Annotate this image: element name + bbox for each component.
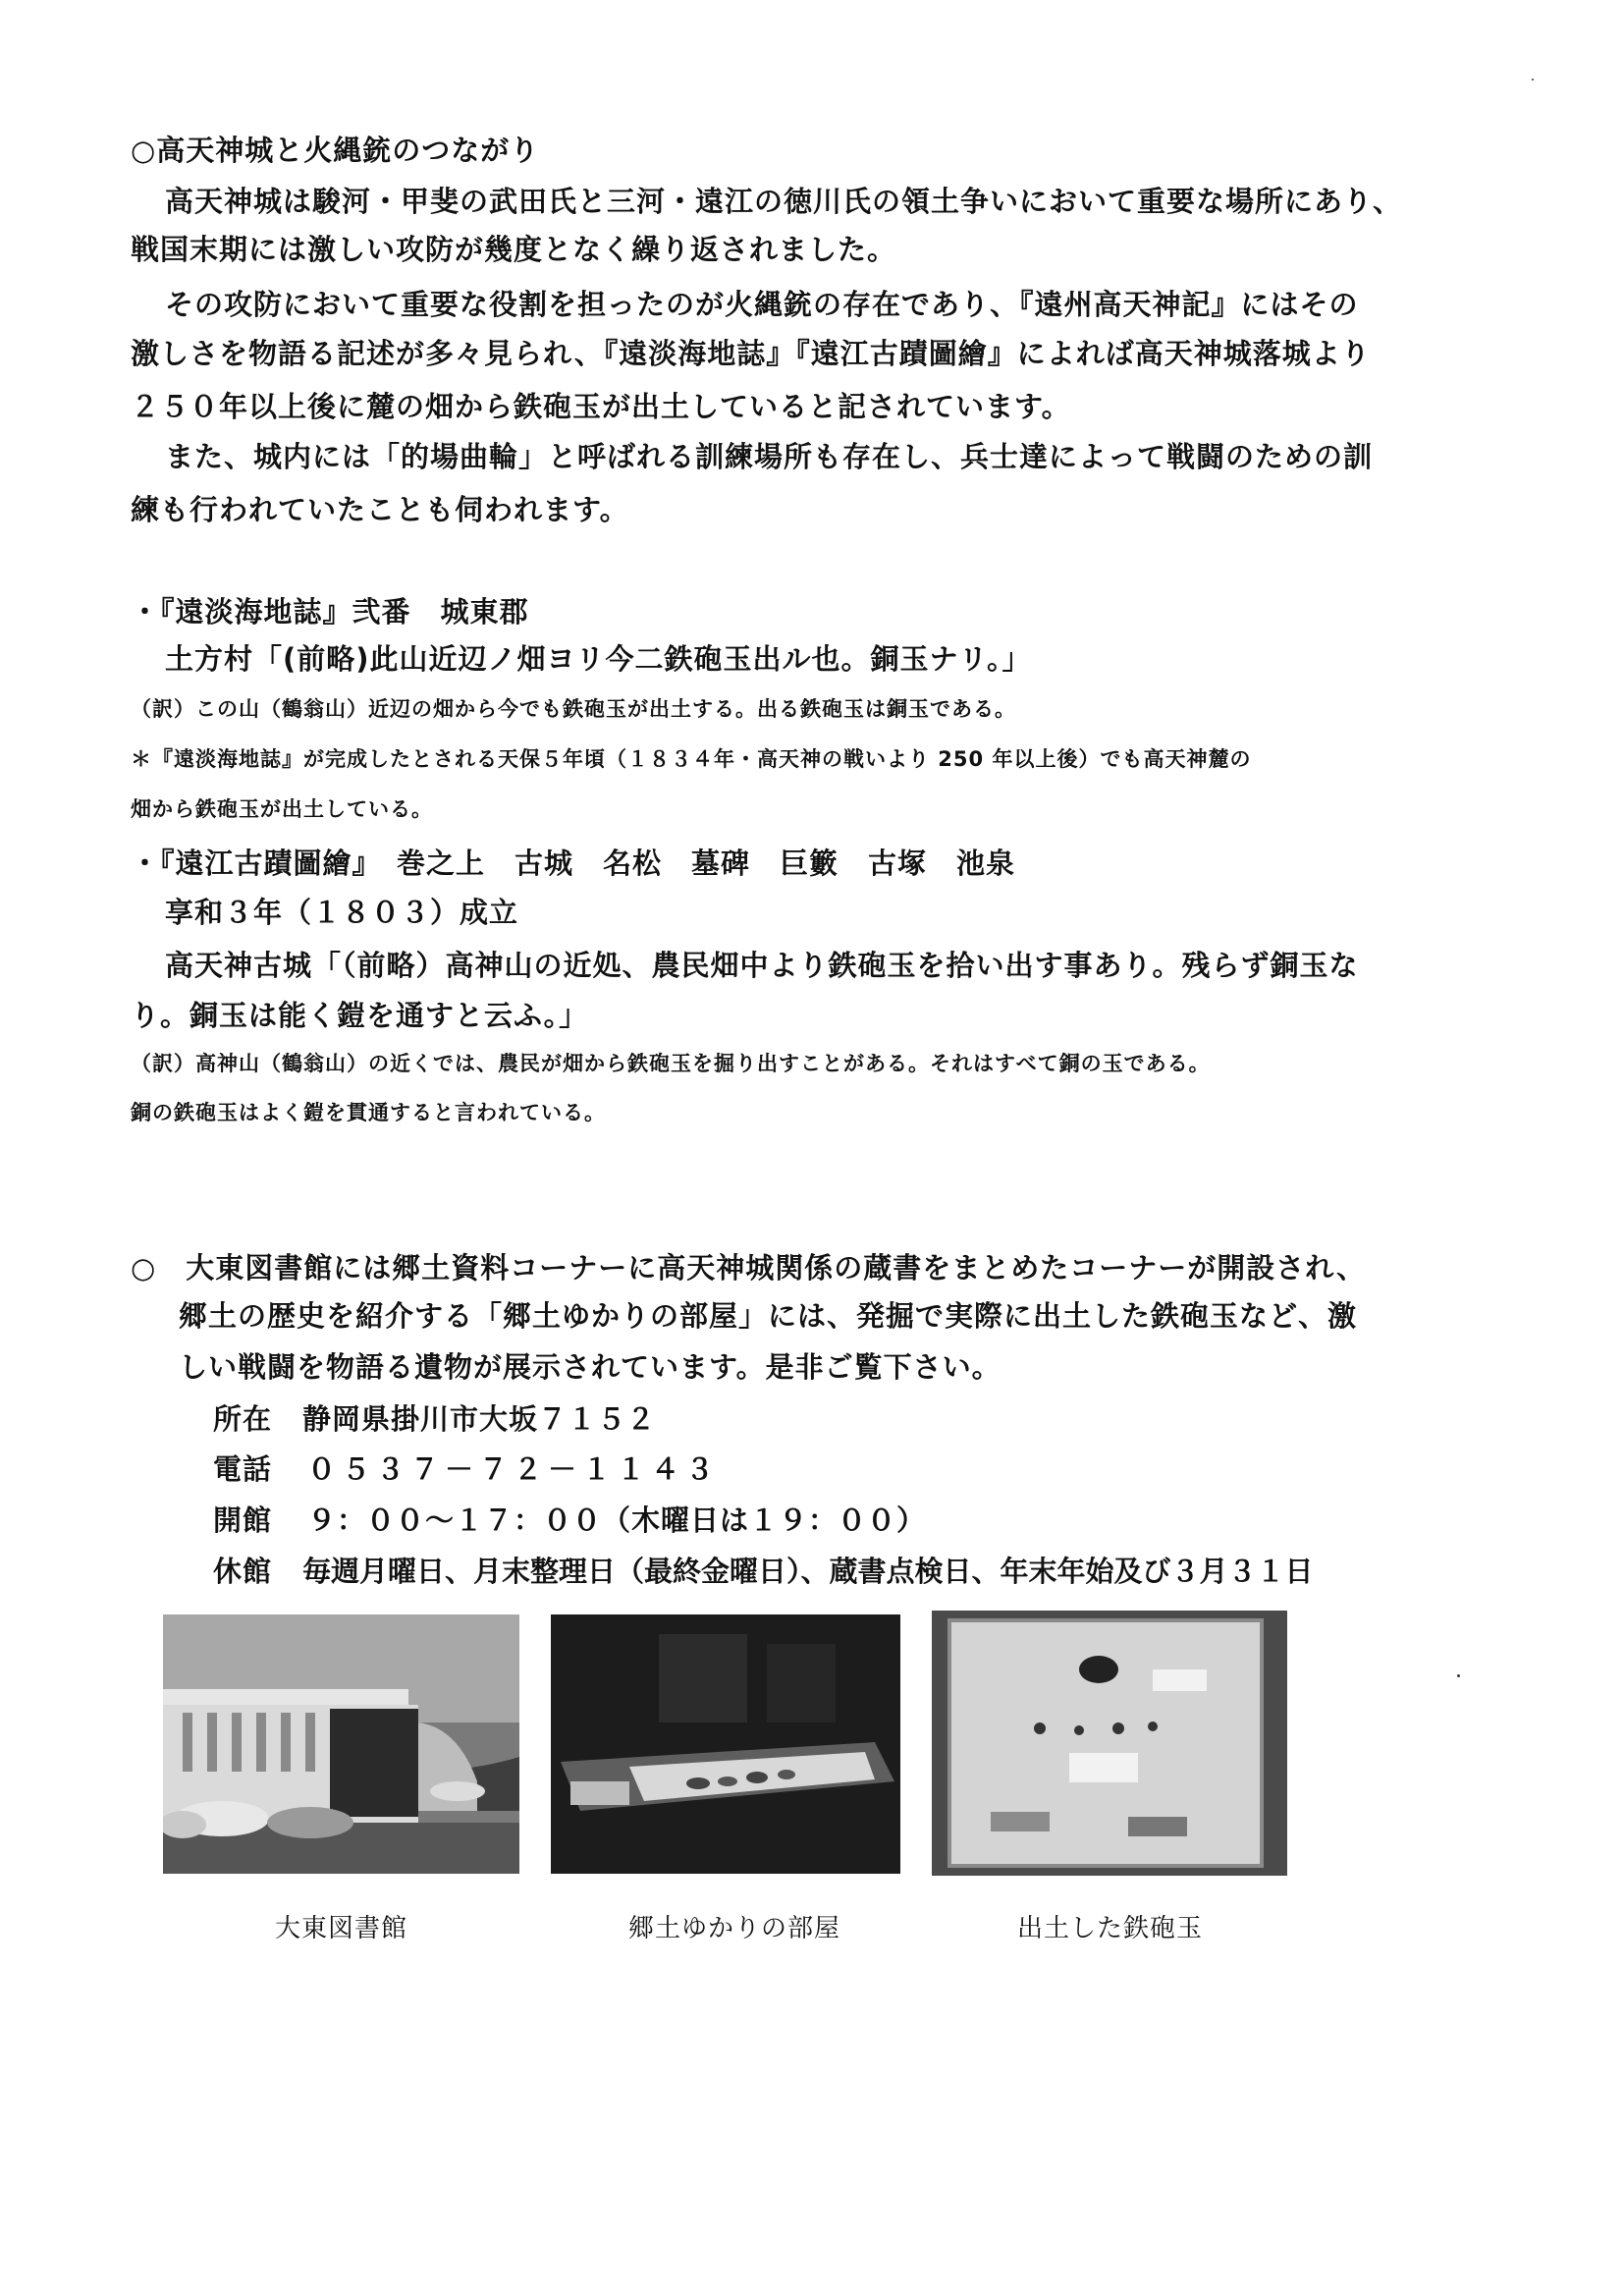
translation-text: 銅の鉄砲玉はよく鎧を貫通すると言われている。 [131, 1101, 606, 1124]
library-building-image [163, 1614, 519, 1874]
photo-caption: 郷土ゆかりの部屋 [628, 1914, 841, 1943]
note-text: ＊『遠淡海地誌』が完成したとされる天保５年頃（１８３４年・高天神の戦いより 250 年以上後）でも高天神麓の [131, 747, 1252, 771]
source-title: ・『遠淡海地誌』弐番 城東郡 [131, 595, 529, 629]
library-intro: 郷土の歴史を紹介する「郷土ゆかりの部屋」には、発掘で実際に出土した鉄砲玉など、激 [179, 1299, 1358, 1333]
info-value-phone: ０５３７－７２－１１４３ [307, 1452, 721, 1486]
heritage-room-photo [551, 1614, 900, 1874]
library-intro: しい戦闘を物語る遺物が展示されています。是非ご覧下さい。 [179, 1350, 1001, 1384]
library-intro: ○ 大東図書館には郷土資料コーナーに高天神城関係の蔵書をまとめたコーナーが開設され、 [131, 1251, 1367, 1285]
info-value-closed: 毎週月曜日、月末整理日（最終金曜日）、蔵書点検日、年末年始及び３月３１日 [302, 1555, 1314, 1588]
heritage-room-image [551, 1614, 900, 1874]
translation-text: （訳）この山（鶴翁山）近辺の畑から今でも鉄砲玉が出土する。出る鉄砲玉は銅玉である。 [131, 697, 1016, 721]
info-value-hours: ９：００～１７：００（木曜日は１９：００） [307, 1503, 927, 1537]
paragraph-line: その攻防において重要な役割を担ったのが火縄銃の存在であり、『遠州高天神記』にはその [165, 288, 1359, 321]
source-title: ・『遠江古蹟圖繪』 巻之上 古城 名松 墓碑 巨籔 古塚 池泉 [131, 847, 1016, 880]
source-quote: り。銅玉は能く鎧を通すと云ふ。」 [131, 999, 589, 1032]
photo-caption: 大東図書館 [275, 1914, 408, 1943]
excavated-bullets-photo [932, 1611, 1287, 1876]
photo-caption: 出土した鉄砲玉 [1017, 1914, 1204, 1943]
source-quote: 高天神古城「（前略）高神山の近処、農民畑中より鉄砲玉を拾い出す事あり。残らず銅玉な [165, 949, 1359, 982]
info-label-address: 所在 [213, 1402, 273, 1436]
paragraph-line: 激しさを物語る記述が多々見られ、『遠淡海地誌』『遠江古蹟圖繪』によれば高天神城落城より [131, 337, 1371, 370]
source-year: 享和３年（１８０３）成立 [165, 896, 519, 929]
paragraph-line: 高天神城は駿河・甲斐の武田氏と三河・遠江の徳川氏の領土争いにおいて重要な場所にあり、 [165, 185, 1403, 218]
paragraph-line: ２５０年以上後に麓の畑から鉄砲玉が出土していると記されています。 [131, 390, 1071, 423]
library-building-photo [163, 1614, 519, 1874]
info-label-phone: 電話 [213, 1452, 273, 1486]
paragraph-line: また、城内には「的場曲輪」と呼ばれる訓練場所も存在し、兵士達によって戦闘のための訓 [165, 440, 1374, 473]
scan-speck [1457, 1674, 1460, 1677]
translation-text: （訳）高神山（鶴翁山）の近くでは、農民が畑から鉄砲玉を掘り出すことがある。それはすべて銅の玉である。 [131, 1052, 1211, 1075]
info-value-address: 静岡県掛川市大坂７１５２ [302, 1402, 657, 1436]
info-label-hours: 開館 [213, 1503, 273, 1537]
source-quote: 土方村「(前略)此山近辺ノ畑ヨリ今二鉄砲玉出ル也。銅玉ナリ。」 [165, 642, 1032, 676]
info-label-closed: 休館 [213, 1555, 273, 1588]
note-text: 畑から鉄砲玉が出土している。 [131, 797, 433, 821]
section-heading: ○高天神城と火縄銃のつながり [131, 134, 540, 167]
paragraph-line: 練も行われていたことも伺われます。 [131, 493, 629, 526]
excavated-bullets-image [932, 1611, 1287, 1876]
paragraph-line: 戦国末期には激しい攻防が幾度となく繰り返されました。 [131, 233, 897, 266]
scan-speck [1532, 79, 1534, 81]
